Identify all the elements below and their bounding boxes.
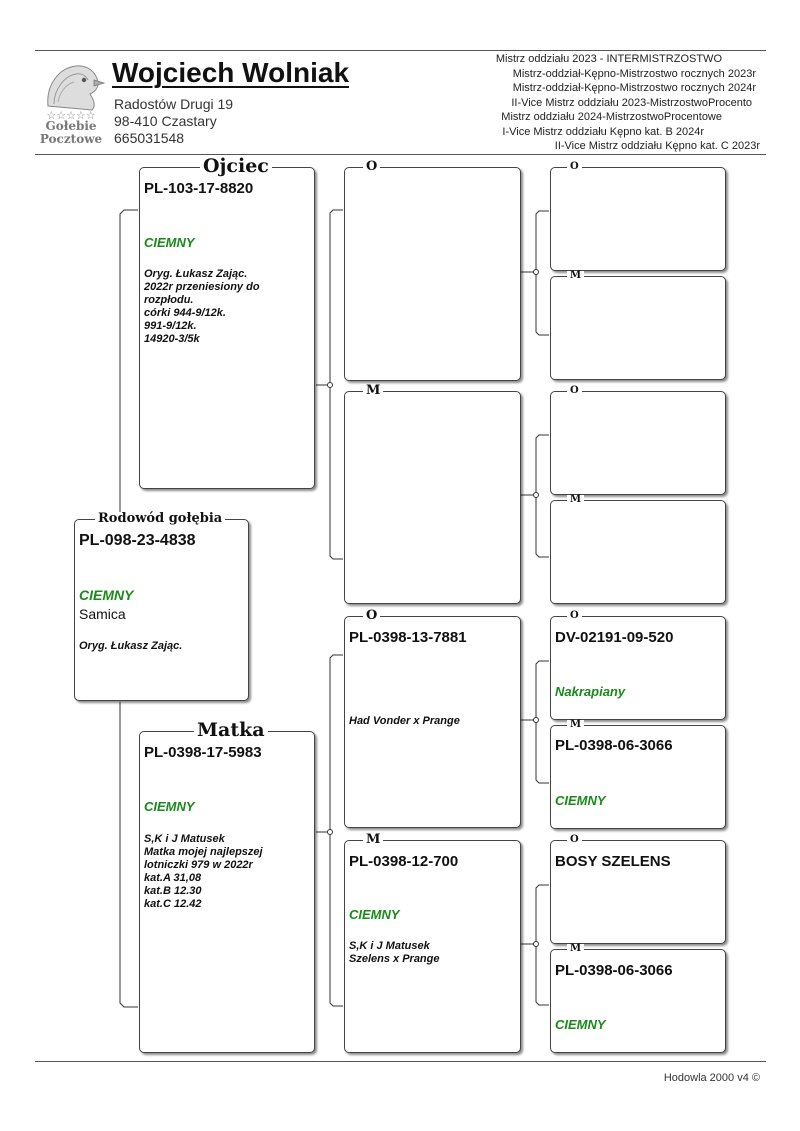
mother-box xyxy=(139,719,315,1053)
owner-name: Wojciech Wolniak xyxy=(112,57,350,88)
father-notes xyxy=(144,268,260,346)
note-line: córki 944-9/12k. xyxy=(144,307,226,319)
great-grandparent-mmf-legend: O xyxy=(567,835,582,845)
great-grandparent-mmf-ring: BOSY SZELENS xyxy=(555,853,671,870)
subject-color: CIEMNY xyxy=(79,587,134,603)
grandparent-mf-ring: PL-0398-13-7881 xyxy=(349,629,467,646)
title-item: II-Vice Mistrz oddziału 2023-MistrzostwoProcento xyxy=(511,96,752,109)
subject-box xyxy=(74,511,249,701)
note-line: S,K i J Matusek xyxy=(349,940,430,952)
great-grandparent-mmf-box xyxy=(550,834,726,944)
great-grandparent-mff-ring: DV-02191-09-520 xyxy=(555,629,674,646)
great-grandparent-mff-color: Nakrapiany xyxy=(555,684,626,699)
great-grandparent-mfm-color: CIEMNY xyxy=(555,793,606,808)
title-item: I-Vice Mistrz oddziału Kępno kat. B 2024r xyxy=(502,125,704,138)
note-line: 991-9/12k. xyxy=(144,320,197,332)
great-grandparent-mff-legend: O xyxy=(567,611,582,621)
great-grandparent-ffm-box xyxy=(550,270,726,380)
great-grandparent-mfm-legend: M xyxy=(567,720,584,730)
grandparent-mf-legend: O xyxy=(363,609,380,622)
subject-sex: Samica xyxy=(79,606,126,622)
owner-address-line1: Radostów Drugi 19 xyxy=(114,96,234,112)
footer-credit: Hodowla 2000 v4 © xyxy=(663,1072,760,1084)
great-grandparent-fmf-box xyxy=(550,385,726,495)
note-line: Szelens x Prange xyxy=(349,953,440,965)
note-line: Matka mojej najlepszej xyxy=(144,846,263,858)
father-box xyxy=(139,155,315,489)
note-line: 14920-3/5k xyxy=(144,333,200,345)
great-grandparent-mmm-box xyxy=(550,943,726,1053)
mother-notes xyxy=(144,833,263,911)
note-line: 2022r przeniesiony do xyxy=(144,281,260,293)
grandparent-mm-ring: PL-0398-12-700 xyxy=(349,853,459,870)
svg-text:☆☆☆☆☆: ☆☆☆☆☆ xyxy=(46,109,96,122)
great-grandparent-mmm-legend: M xyxy=(567,944,584,954)
father-legend: Ojciec xyxy=(200,157,272,176)
great-grandparent-fff-box xyxy=(550,161,726,271)
grandparent-mf-box xyxy=(344,608,521,828)
mother-color: CIEMNY xyxy=(144,799,195,814)
great-grandparent-mff-box xyxy=(550,610,726,720)
grandparent-mm-legend: M xyxy=(363,833,383,846)
owner-phone: 665031548 xyxy=(114,130,185,146)
logo-text-line1: Gołebie xyxy=(45,119,97,133)
great-grandparent-fff-legend: O xyxy=(567,162,582,172)
grandparent-ff-legend: O xyxy=(363,160,380,173)
grandparent-mm-box xyxy=(344,832,521,1053)
great-grandparent-ffm-legend: M xyxy=(567,271,584,281)
note-line: lotniczki 979 w 2022r xyxy=(144,859,253,871)
great-grandparent-mfm-ring: PL-0398-06-3066 xyxy=(555,737,673,754)
grandparent-fm-box xyxy=(344,383,521,604)
note-line: S,K i J Matusek xyxy=(144,833,225,845)
title-item: Mistrz-oddział-Kępno-Mistrzostwo rocznych 2024r xyxy=(512,82,756,94)
subject-legend: Rodowód gołębia xyxy=(95,512,225,525)
subject-note: Oryg. Łukasz Zając. xyxy=(79,640,183,652)
note-line: kat.A 31,08 xyxy=(144,872,202,884)
subject-ring: PL-098-23-4838 xyxy=(79,532,196,549)
mother-legend: Matka xyxy=(194,721,268,740)
great-grandparent-mmm-color: CIEMNY xyxy=(555,1017,606,1032)
title-item: Mistrz-oddział-Kępno-Mistrzostwo rocznych 2023r xyxy=(512,67,756,80)
father-color: CIEMNY xyxy=(144,235,195,250)
note-line: kat.B 12.30 xyxy=(144,885,202,897)
great-grandparent-mmm-ring: PL-0398-06-3066 xyxy=(555,962,673,979)
title-item: Mistrz oddziału 2024-MistrzostwoProcentowe xyxy=(501,111,722,123)
father-ring: PL-103-17-8820 xyxy=(144,180,254,197)
grandparent-mf-note: Had Vonder x Prange xyxy=(349,715,460,727)
great-grandparent-mfm-box xyxy=(550,719,726,829)
grandparent-mm-notes xyxy=(349,940,440,966)
owner-address-line2: 98-410 Czastary xyxy=(114,113,217,129)
logo-text-line2: Pocztowe xyxy=(39,132,103,146)
grandparent-ff-box xyxy=(344,159,521,381)
grandparent-fm-legend: M xyxy=(363,384,383,397)
mother-ring: PL-0398-17-5983 xyxy=(144,744,262,761)
grandparent-mm-color: CIEMNY xyxy=(349,907,400,922)
great-grandparent-fmf-legend: O xyxy=(567,386,582,396)
great-grandparent-fmm-legend: M xyxy=(567,495,584,505)
great-grandparent-fmm-box xyxy=(550,494,726,604)
note-line: kat.C 12.42 xyxy=(144,898,202,910)
note-line: Oryg. Łukasz Zając. xyxy=(144,268,248,280)
title-item: Mistrz oddziału 2023 - INTERMISTRZOSTWO xyxy=(495,53,722,65)
title-item: II-Vice Mistrz oddziału Kępno kat. C 2023r xyxy=(554,140,760,152)
note-line: rozpłodu. xyxy=(144,294,194,306)
